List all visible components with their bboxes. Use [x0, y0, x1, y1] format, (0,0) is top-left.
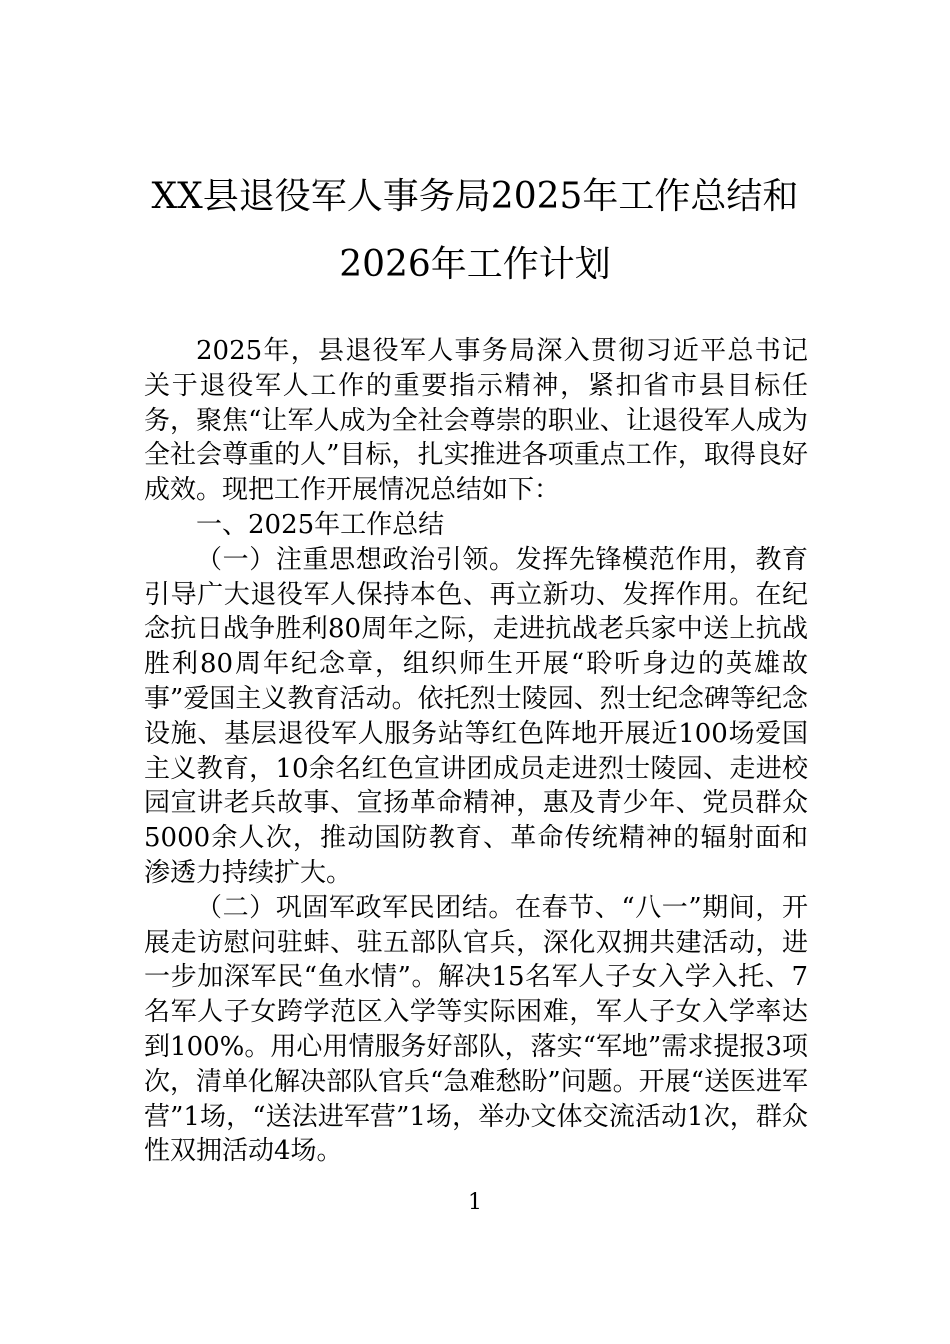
intro-paragraph: 2025年，县退役军人事务局深入贯彻习近平总书记关于退役军人工作的重要指示精神，紧扣省市县目标任务，聚焦“让军人成为全社会尊崇的职业、让退役军人成为全社会尊重的人”目标，扎实推进各项重点工作，取得良好成效。现把工作开展情况总结如下： [144, 336, 808, 506]
document-body [144, 334, 808, 1169]
document-title-line-2: 2026年工作计划 [339, 244, 611, 285]
document-title-line-1: XX县退役军人事务局2025年工作总结和 [151, 176, 799, 217]
section-heading: 一、2025年工作总结 [196, 509, 445, 540]
paragraph-military-civil-unity: （二）巩固军政军民团结。在春节、“八一”期间，开展走访慰问驻蚌、驻五部队官兵，深化双拥共建活动，进一步加深军民“鱼水情”。解决15名军人子女入学入托、7名军人子女跨学范区入学等实际困难，军人子女入学率达到100%。用心用情服务好部队，落实“军地”需求提报3项次，清单化解决部队官兵“急难愁盼”问题。开展“送医进军营”1场，“送法进军营”1场，举办文体交流活动1次，群众性双拥活动4场。 [144, 892, 808, 1167]
page-number: 1 [468, 1190, 482, 1215]
paragraph-thought-guidance: （一）注重思想政治引领。发挥先锋模范作用，教育引导广大退役军人保持本色、再立新功、发挥作用。在纪念抗日战争胜利80周年之际，走进抗战老兵家中送上抗战胜利80周年纪念章，组织师生开展“聆听身边的英雄故事”爱国主义教育活动。依托烈士陵园、烈士纪念碑等纪念设施、基层退役军人服务站等红色阵地开展近100场爱国主义教育，10余名红色宣讲团成员走进烈士陵园、走进校园宣讲老兵故事、宣扬革命精神，惠及青少年、党员群众5000余人次，推动国防教育、革命传统精神的辐射面和渗透力持续扩大。 [144, 544, 808, 888]
